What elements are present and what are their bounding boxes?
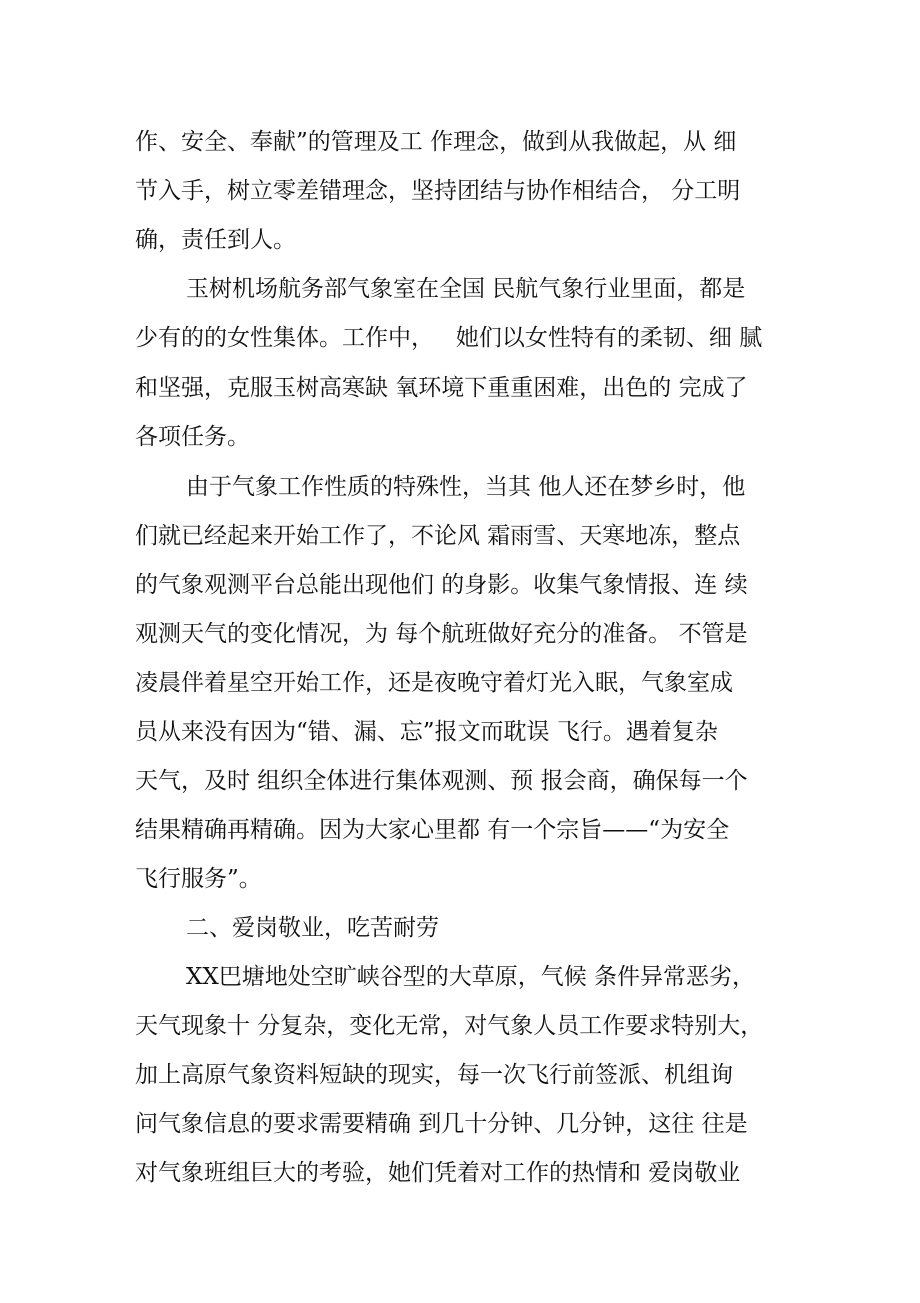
text-line: 对气象班组巨大的考验，她们凭着对工作的热情和 爱岗敬业: [135, 1160, 741, 1186]
section-heading: 二、爱岗敬业，吃苦耐劳: [186, 915, 439, 941]
text-line: 和坚强，克服玉树高寒缺 氧环境下重重困难，出色的 完成了: [135, 375, 748, 401]
text-line: 各项任务。: [135, 424, 250, 450]
text-line: 少有的的女性集体。工作中， 她们以女性特有的柔韧、细 腻: [135, 325, 763, 351]
text-line: 天气现象十 分复杂，变化无常，对气象人员工作要求特别大，: [135, 1013, 764, 1039]
text-line: 飞行服务”。: [135, 866, 262, 892]
text-line: 问气象信息的要求需要精确 到几十分钟、几分钟，这往 往是: [135, 1111, 748, 1137]
text-line: 确，责任到人。: [135, 227, 296, 253]
text-line: 加上高原气象资料短缺的现实，每一次飞行前签派、机组询: [135, 1062, 733, 1088]
text-line: XX巴塘地处空旷峡谷型的大草原，气候 条件异常恶劣，: [186, 964, 756, 990]
text-line: 节入手，树立零差错理念，坚持团结与协作相结合， 分工明: [135, 178, 741, 204]
text-line: 天气，及时 组织全体进行集体观测、预 报会商，确保每一个: [135, 768, 748, 794]
text-line: 的气象观测平台总能出现他们 的身影。收集气象情报、连 续: [135, 572, 748, 598]
text-line: 作、安全、奉献”的管理及工 作理念，做到从我做起，从 细: [135, 129, 737, 155]
text-line: 员从来没有因为“错、漏、忘”报文而耽误 飞行。遇着复杂: [135, 719, 718, 745]
text-line: 由于气象工作性质的特殊性，当其 他人还在梦乡时，他: [186, 474, 746, 500]
text-line: 结果精确再精确。因为大家心里都 有一个宗旨——“为安全: [135, 817, 730, 843]
text-line: 玉树机场航务部气象室在全国 民航气象行业里面，都是: [186, 276, 746, 302]
text-line: 们就已经起来开始工作了，不论风 霜雨雪、天寒地冻，整点: [135, 523, 741, 549]
text-line: 凌晨伴着星空开始工作，还是夜晚守着灯光入眠，气象室成: [135, 670, 733, 696]
text-line: 观测天气的变化情况，为 每个航班做好充分的准备。 不管是: [135, 621, 748, 647]
